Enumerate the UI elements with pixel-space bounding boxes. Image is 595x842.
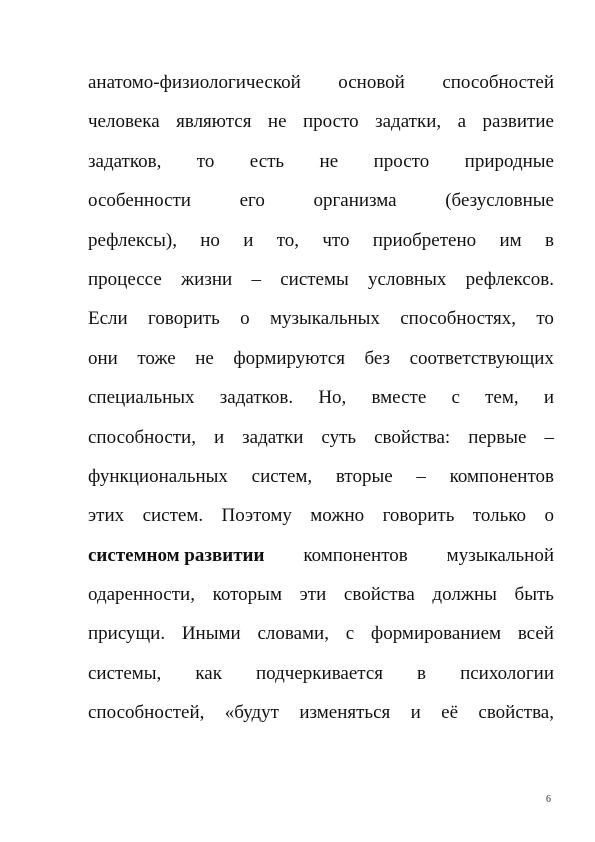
text-line: [88, 663, 554, 702]
word: просто: [303, 111, 359, 133]
word: –: [544, 426, 554, 448]
word: формированием: [370, 623, 502, 645]
text-line: [88, 545, 554, 584]
word: специальных: [88, 387, 195, 409]
word: человека: [88, 111, 160, 133]
word: организма: [313, 190, 397, 212]
word: систем,: [251, 465, 313, 487]
word: Поэтому: [221, 505, 292, 527]
text-line: [88, 702, 554, 741]
text-line: [88, 269, 554, 308]
word: анатомо-физиологической: [88, 72, 301, 93]
word: вторые: [335, 465, 393, 487]
page-number: 6: [546, 794, 551, 805]
word: которым: [212, 584, 282, 606]
word: первые: [468, 426, 527, 448]
word: компонентов: [449, 465, 554, 487]
word: формируются: [233, 347, 345, 369]
word: тем,: [485, 387, 519, 409]
word: природные: [464, 150, 554, 172]
word: свойства,: [478, 702, 554, 724]
word: подчеркивается: [256, 662, 383, 684]
word: (безусловные: [445, 190, 554, 212]
word: функциональных: [88, 465, 228, 487]
word: системы,: [88, 662, 162, 684]
word: то: [196, 150, 215, 172]
text-line: [88, 466, 554, 505]
word: музыкальных: [270, 308, 380, 330]
word: говорить: [148, 308, 220, 330]
text-line: [88, 308, 554, 347]
word: Если: [88, 308, 128, 330]
word: «будут: [224, 702, 279, 724]
word: способностей: [442, 72, 554, 93]
word: задатки,: [375, 111, 442, 133]
word: систем.: [142, 505, 204, 527]
word: развитие: [482, 111, 554, 133]
word: –: [416, 465, 426, 487]
word: присущи.: [88, 623, 166, 645]
word: и: [213, 426, 225, 448]
word: всей: [517, 623, 554, 645]
word: словами,: [257, 623, 329, 645]
word: только: [472, 505, 527, 527]
word: и: [543, 387, 554, 409]
word: с: [451, 387, 460, 409]
word: соответствующих: [409, 347, 554, 369]
word: в: [417, 662, 427, 684]
word: с: [345, 623, 355, 645]
text-line: [88, 505, 554, 544]
word: и: [410, 702, 421, 724]
word: одаренности,: [88, 584, 195, 606]
word: им: [499, 229, 522, 251]
word: о: [544, 505, 554, 527]
text-line: [88, 72, 554, 111]
word: свойства:: [374, 426, 451, 448]
text-line: [88, 427, 554, 466]
word: системы: [280, 268, 349, 290]
word: её: [441, 702, 459, 724]
word: не: [267, 111, 287, 133]
word: жизни: [181, 268, 233, 290]
word: компонентов: [303, 544, 408, 566]
word: можно: [310, 505, 365, 527]
word: быть: [514, 584, 554, 606]
word: условных: [368, 268, 447, 290]
word: как: [195, 662, 222, 684]
word: его: [239, 190, 265, 212]
body-text: [88, 72, 554, 742]
text-line: [88, 623, 554, 662]
word: психологии: [460, 662, 554, 684]
word: без: [364, 347, 391, 369]
word: тоже: [137, 347, 176, 369]
text-line: [88, 348, 554, 387]
text-line: [88, 151, 554, 190]
word: способностей,: [88, 702, 205, 724]
word: не: [319, 150, 339, 172]
word: Иными: [181, 623, 241, 645]
word: говорить: [382, 505, 455, 527]
word: Но,: [318, 387, 347, 409]
text-line: [88, 230, 554, 269]
word: рефлексы),: [88, 229, 177, 251]
word: являются: [176, 111, 252, 133]
word: то,: [276, 229, 300, 251]
word: то: [536, 308, 554, 330]
word: но: [200, 229, 220, 251]
word: музыкальной: [446, 544, 554, 566]
word: не: [195, 347, 214, 369]
word: изменяться: [299, 702, 391, 724]
text-line: [88, 111, 554, 150]
word: задатков,: [88, 150, 162, 172]
word: особенности: [88, 190, 191, 212]
word: есть: [249, 150, 285, 172]
word: процессе: [88, 268, 162, 290]
word: о: [240, 308, 250, 330]
word: основой: [338, 72, 405, 93]
word: задатки: [242, 426, 304, 448]
word: способностях,: [400, 308, 517, 330]
word: вместе: [371, 387, 427, 409]
word: системном развитии: [88, 544, 265, 566]
word: способности,: [88, 426, 196, 448]
word: –: [251, 268, 261, 290]
word: задатков.: [219, 387, 294, 409]
word: а: [457, 111, 467, 133]
word: они: [88, 347, 118, 369]
word: эти: [299, 584, 327, 606]
word: должны: [432, 584, 497, 606]
word: свойства: [343, 584, 415, 606]
word: в: [544, 229, 554, 251]
text-line: [88, 387, 554, 426]
word: суть: [321, 426, 357, 448]
word: и: [243, 229, 254, 251]
word: приобретено: [372, 229, 477, 251]
text-line: [88, 190, 554, 229]
word: этих: [88, 505, 125, 527]
word: просто: [373, 150, 430, 172]
word: что: [322, 229, 350, 251]
word: рефлексов.: [465, 268, 554, 290]
text-line: [88, 584, 554, 623]
